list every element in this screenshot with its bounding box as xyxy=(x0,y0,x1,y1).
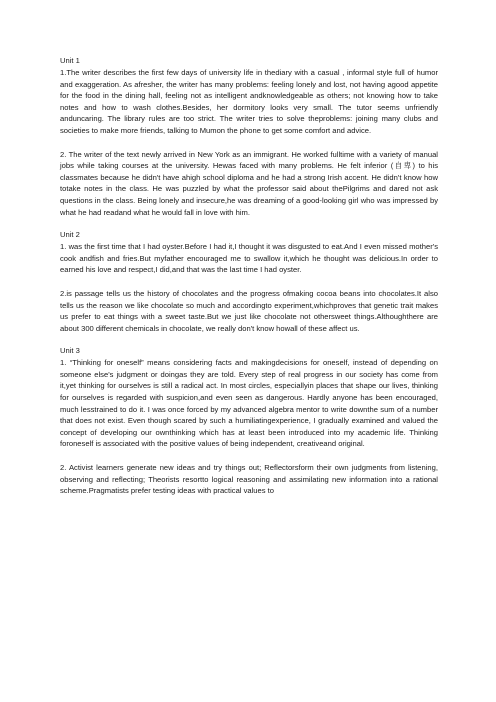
unit-1-heading: Unit 1 xyxy=(60,56,80,65)
unit-1-paragraph-1: 1.The writer describes the first few days of university life in thediary with a casual , informal style full of humor and exaggeration. As afresher, the writer has many problems: feeling lonely and lost, not having agood appetite for the food in the dining hall, feeling not as intelligent andknowledgeable as others; not knowing how to take notes and how to wash clothes.Besides, her dormitory looks very small. The tutor seems unfriendly anduncaring. The library rules are too strict. The writer tries to solve theproblems: joining many clubs and societies to make more friends, talking to Mumon the phone to get some comfort and advice. xyxy=(60,68,438,135)
unit-2-paragraph-2: 2.is passage tells us the history of chocolates and the progress ofmaking cocoa beans into chocolates.It also tells us the reason we like chocolate so much and accordingto experiment,whichproves that genetic trait makes us prefer to eat things with a sweet taste.But we just like chocolate not othersweet things.Althoughthere are about 300 different chemicals in chocolate, we really don't know howall of these affect us. xyxy=(60,288,438,333)
unit-1-section xyxy=(60,56,438,218)
unit-1-paragraph-2: 2. The writer of the text newly arrived in New York as an immigrant. He worked fulltime with a variety of manual jobs while taking courses at the university. Hewas faced with many problems. He felt inferior (自卑) to his classmates because he didn't have ahigh school diploma and he had a strong Irish accent. He didn't know how totake notes in the class. He was puzzled by what the professor said about thePilgrims and dared not ask questions in the class. Being lonely and insecure,he was dreaming of a good-looking girl who was impressed by what he had readand what he would fall in love with him. xyxy=(60,149,438,217)
unit-3-paragraph-1: 1. “Thinking for oneself” means considering facts and makingdecisions for oneself, instead of depending on someone else's judgment or doingas they are told. Every step of real progress in our society has come from it,yet thinking for ourselves is still a radical act. In most circles, especiallyin places that shape our lives, thinking for ourselves is regarded with suspicion,and even seen as dangerous. Hardly anyone has been encouraged, much lesstrained to do it. I was once forced by my advanced algebra mentor to write downthe sum of a number that does not exist. Even though scared by such a humiliatingexperience, I gradually examined and valued the concept of developing our ownthinking which has at least been introduced into my academic life. Thinking foroneself is associated with the positive values of being independent, creativeand original. xyxy=(60,358,438,449)
unit-2-paragraph-1: 1. was the first time that I had oyster.Before I had it,I thought it was disgusted to eat.And I even missed mother's cook andfish and fries.But myfather encouraged me to swallow it,which he thought was delicious.In order to earned his love and respect,I did,and that was the last time I had oyster. xyxy=(60,242,438,275)
unit-2-heading: Unit 2 xyxy=(60,230,80,240)
unit-3-heading: Unit 3 xyxy=(60,346,80,356)
unit-2-section xyxy=(60,230,438,334)
unit-3-paragraph-2: 2. Activist learners generate new ideas and try things out; Reflectorsform their own judgments from listening, observing and reflecting; Theorists resortto logical reasoning and assimilating new information into a rational scheme.Pragmatists prefer testing ideas with practical values to xyxy=(60,463,438,496)
unit-3-section xyxy=(60,346,438,497)
